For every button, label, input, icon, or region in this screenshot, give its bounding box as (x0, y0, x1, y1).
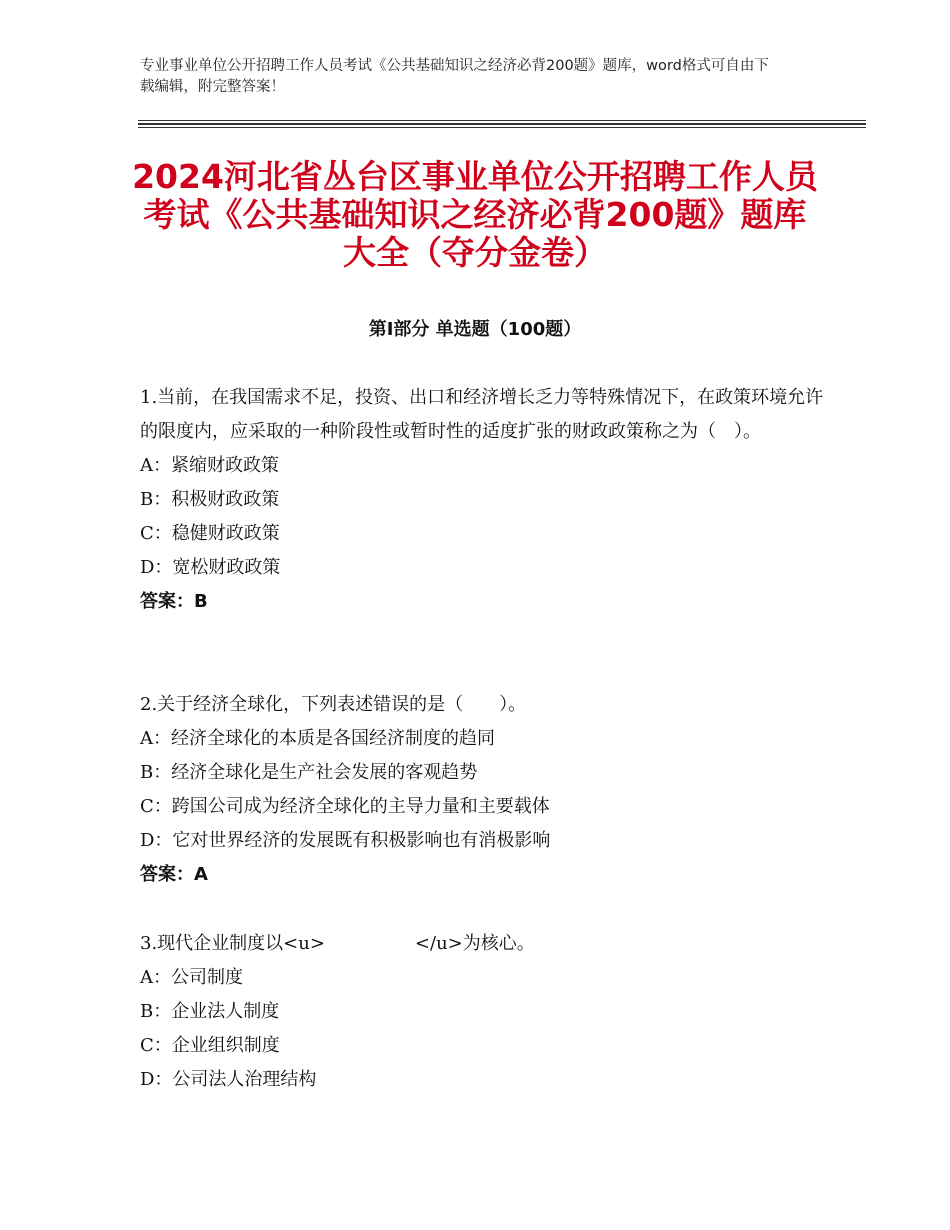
option-a: A：紧缩财政政策 (140, 455, 279, 476)
option-c: C：企业组织制度 (140, 1035, 280, 1056)
section-heading: 第Ⅰ部分 单选题（100题） (368, 319, 582, 340)
option-b: B：企业法人制度 (140, 1001, 280, 1022)
answer: 答案：B (140, 591, 208, 612)
option-d: D：它对世界经济的发展既有积极影响也有消极影响 (140, 830, 551, 851)
option-b: B：经济全球化是生产社会发展的客观趋势 (140, 762, 478, 783)
question-text: 2.关于经济全球化，下列表述错误的是（ ）。 (140, 694, 527, 715)
answer: 答案：A (140, 864, 208, 885)
option-a: A：公司制度 (140, 967, 243, 988)
header-note: 专业事业单位公开招聘工作人员考试《公共基础知识之经济必背200题》题库，word格式可自由下载编辑，附完整答案！ (140, 58, 769, 95)
question-3 (140, 927, 830, 1097)
question-2 (140, 688, 830, 892)
header-divider (138, 120, 866, 121)
header-divider-bottom (138, 127, 866, 128)
question-1 (140, 381, 830, 619)
option-d: D：宽松财政政策 (140, 557, 281, 578)
question-text: 3.现代企业制度以<u> </u>为核心。 (140, 933, 535, 954)
option-a: A：经济全球化的本质是各国经济制度的趋同 (140, 728, 495, 749)
option-c: C：稳健财政政策 (140, 523, 280, 544)
question-text: 1.当前，在我国需求不足，投资、出口和经济增长乏力等特殊情况下，在政策环境允许的限度内，应采取的一种阶段性或暂时性的适度扩张的财政政策称之为（ ）。 (140, 387, 824, 442)
header-divider-thick (138, 123, 866, 125)
document-title: 2024河北省丛台区事业单位公开招聘工作人员考试《公共基础知识之经济必背200题》题库大全（夺分金卷） (132, 157, 818, 272)
option-d: D：公司法人治理结构 (140, 1069, 317, 1090)
option-b: B：积极财政政策 (140, 489, 280, 510)
option-c: C：跨国公司成为经济全球化的主导力量和主要载体 (140, 796, 550, 817)
